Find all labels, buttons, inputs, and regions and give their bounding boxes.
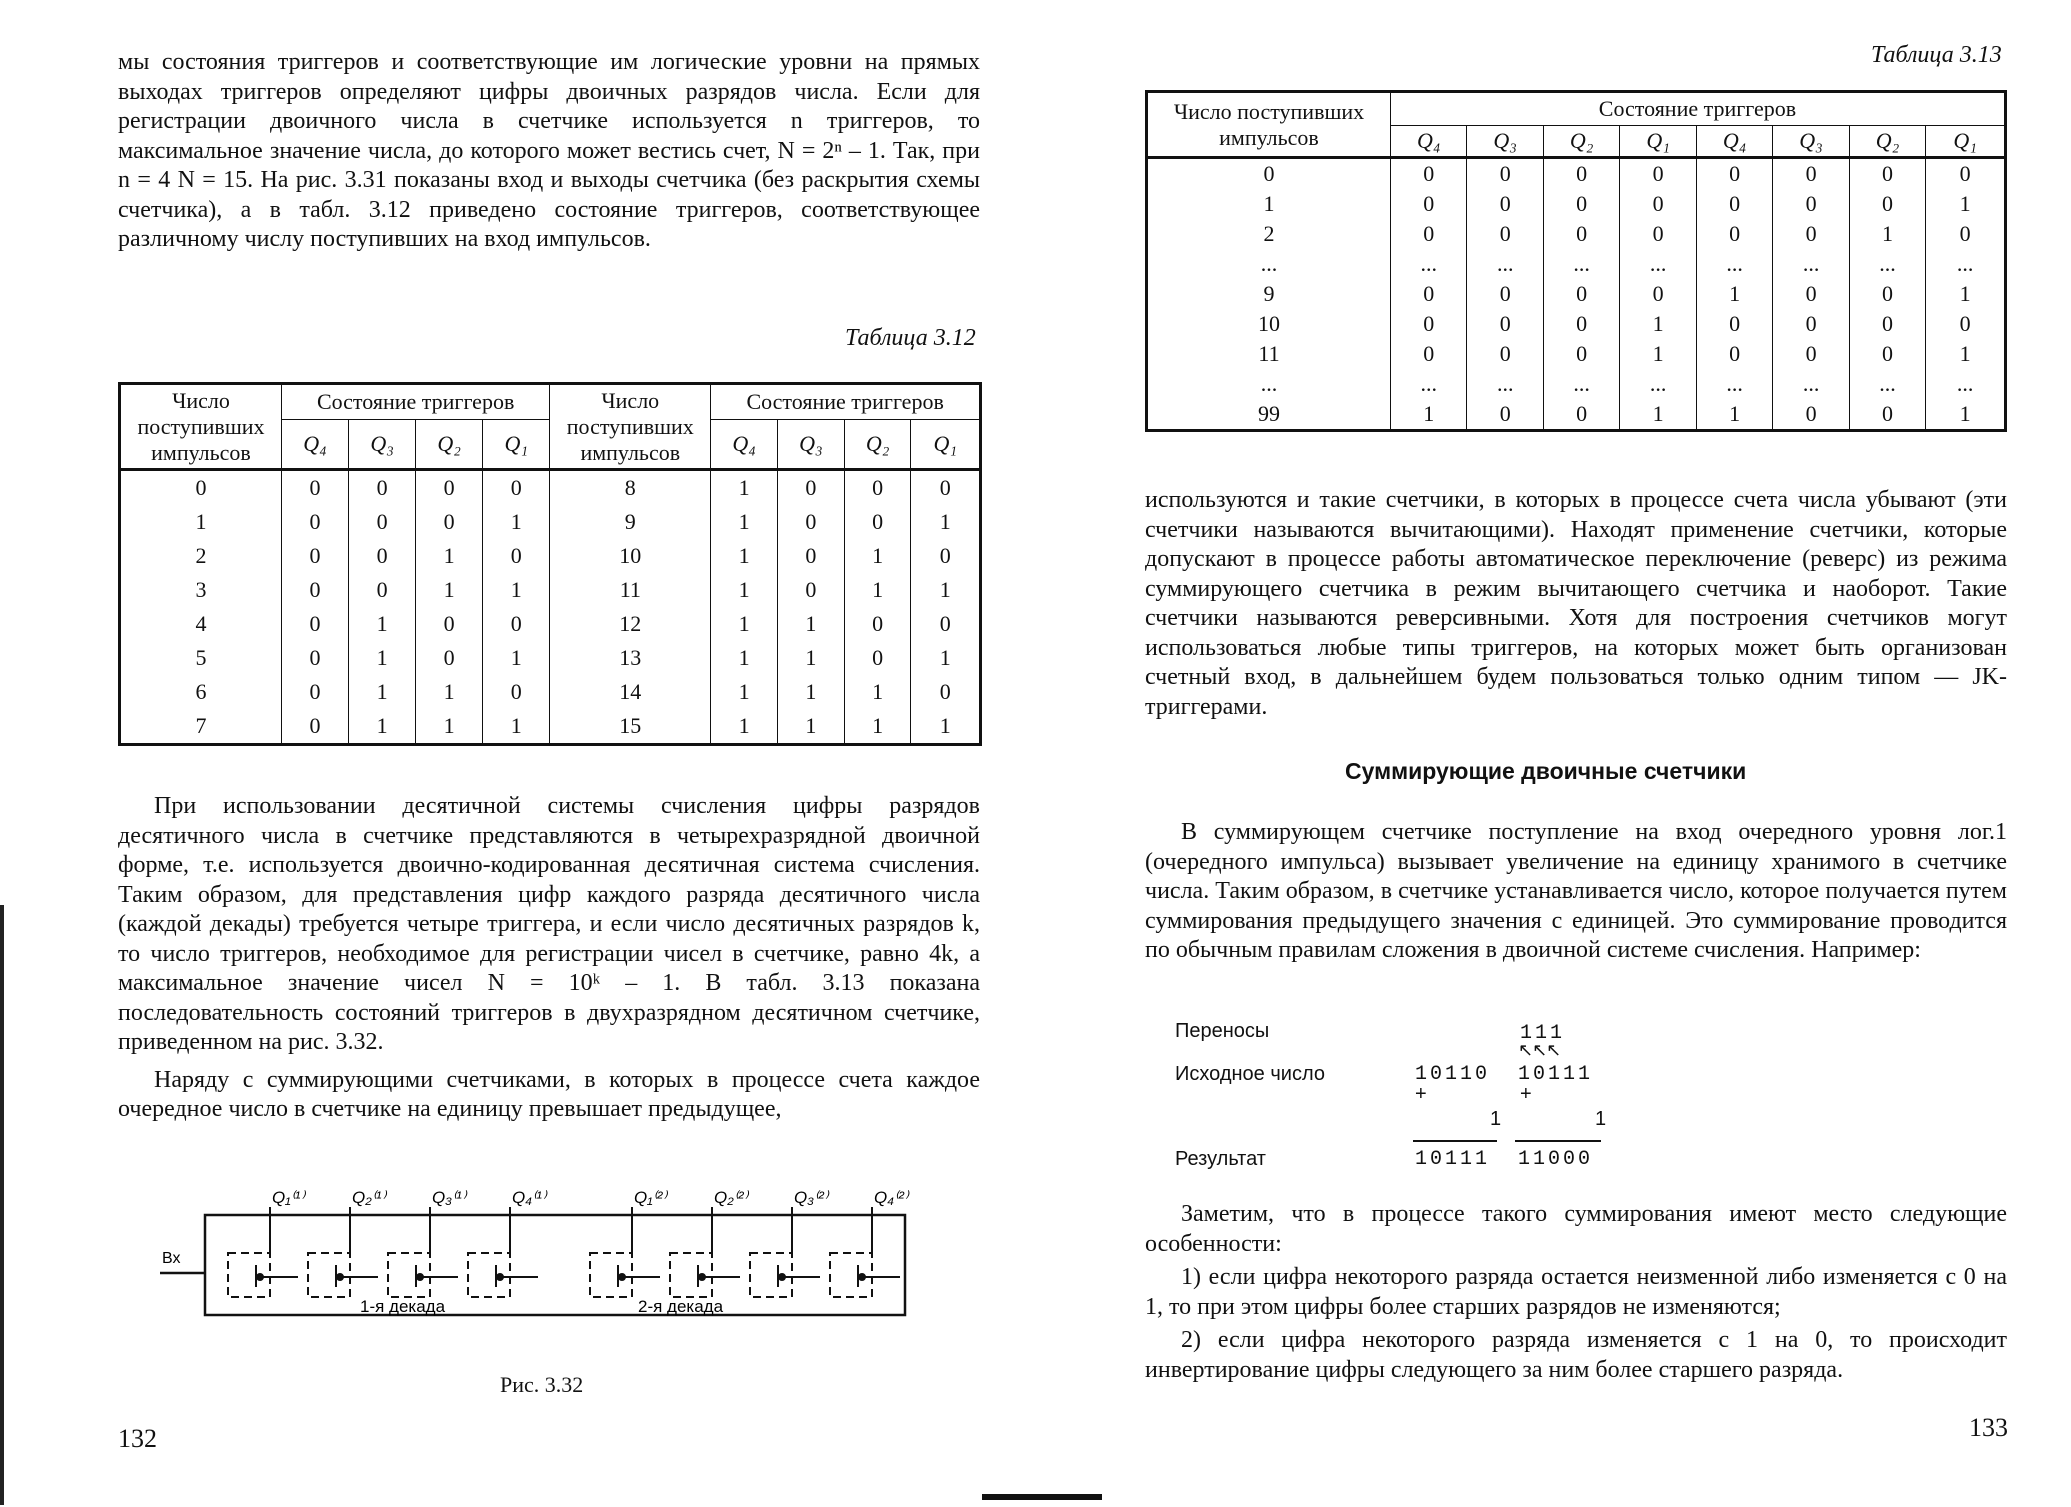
flip-flop (750, 1253, 792, 1297)
table-cell: 1 (416, 573, 483, 607)
right-page (1035, 0, 2071, 1507)
table-cell: 0 (282, 539, 349, 573)
table-cell: 0 (1391, 158, 1467, 190)
table-cell: 1 (711, 505, 778, 539)
table-cell: 0 (1620, 189, 1696, 219)
table-row (1147, 399, 2006, 431)
table-cell: ... (1773, 249, 1849, 279)
junction-dot (859, 1274, 865, 1280)
table-cell: 0 (1467, 219, 1543, 249)
q-header: Q₄ (1391, 126, 1467, 158)
junction-dot (497, 1274, 503, 1280)
table-cell: ... (1543, 249, 1619, 279)
table-cell: 0 (1773, 339, 1849, 369)
table-cell: 0 (778, 539, 845, 573)
table-cell: 0 (1467, 399, 1543, 431)
table-cell: 15 (550, 709, 711, 745)
table-cell: 1 (844, 709, 911, 745)
table-cell: 0 (1696, 158, 1772, 190)
q-header: Q₁ (911, 420, 981, 470)
table-cell: 1 (1620, 339, 1696, 369)
q-header: Q₄ (282, 420, 349, 470)
flip-flop (388, 1253, 430, 1297)
table-cell: 1 (911, 641, 981, 675)
example-2-carry-arrows: ↖↖↖ (1518, 1040, 1561, 1060)
table-cell: 1 (711, 470, 778, 506)
table-cell: 1 (483, 573, 550, 607)
table-cell: 1 (1926, 189, 2006, 219)
table-cell: 0 (1391, 309, 1467, 339)
table-cell: 1 (483, 641, 550, 675)
table-cell: 1 (778, 675, 845, 709)
table-row (120, 470, 981, 506)
table-cell: 1 (1391, 399, 1467, 431)
q-header: Q₂ (844, 420, 911, 470)
table-cell: 0 (778, 505, 845, 539)
left-page (0, 0, 1035, 1507)
table-cell: 0 (1543, 158, 1619, 190)
flip-flop (228, 1253, 270, 1297)
q-header: Q₄ (1696, 126, 1772, 158)
table-cell: 0 (416, 607, 483, 641)
table-cell: 0 (1543, 219, 1619, 249)
table-cell: 0 (282, 709, 349, 745)
table-cell: 0 (1849, 309, 1925, 339)
book-spine-mark (982, 1494, 1102, 1500)
page-number-right: 133 (1969, 1413, 2008, 1442)
table-header-state: Состояние триггеров (282, 384, 550, 420)
paragraph-summing: В суммирующем счетчике поступление на вход очередного уровня лог.1 (очередного импульса) вызывает увеличение на единицу хранимого в счетчике числа. Таким образом, в счетчике устанавливается число, которое получается путем суммирования предыдущего значения с единицей. Это суммирование проводится по обычным правилам сложения в двоичной системе счисления. Например: (1145, 819, 2007, 963)
table-cell: 0 (416, 505, 483, 539)
table-cell: 0 (120, 470, 282, 506)
table-cell: ... (1620, 369, 1696, 399)
table-cell: 1 (711, 675, 778, 709)
table-cell: 0 (911, 539, 981, 573)
page-number-left: 132 (118, 1424, 157, 1453)
table-cell: 9 (1147, 279, 1391, 309)
table-cell: 0 (1696, 309, 1772, 339)
table-cell: 0 (1926, 158, 2006, 190)
table-row (1147, 219, 2006, 249)
table-cell: 0 (1543, 279, 1619, 309)
table-cell: 0 (483, 607, 550, 641)
table-header-count-2: Число поступивших импульсов (550, 384, 711, 470)
table-cell: 0 (282, 641, 349, 675)
q-header: Q₃ (778, 420, 845, 470)
table-cell: ... (1543, 369, 1619, 399)
example-2-result: 11000 (1518, 1148, 1594, 1171)
source-number-label: Исходное число (1175, 1063, 1325, 1085)
table-cell: 1 (120, 505, 282, 539)
table-cell: 1 (349, 607, 416, 641)
flip-flop (590, 1253, 632, 1297)
output-label: Q₂⁽¹⁾ (352, 1188, 386, 1207)
table-cell: 0 (1696, 339, 1772, 369)
table-cell: 0 (349, 505, 416, 539)
table-cell: 0 (416, 470, 483, 506)
paragraph-reverse: используются и такие счетчики, в которых в процессе счета числа убывают (эти счетчики называются вычитающими). Находят применение счетчики, которые допускают в процессе работы автоматическое переключение (реверс) из режима суммирующего счетчика в режим вычитающего счетчика и наоборот. Такие счетчики называются реверсивными. Хотя для построения счетчиков могут использоваться любые типы триггеров, на которых может быть организован счетный вход, в дальнейшем будем пользоваться только одним типом — JK-триггерами. (1145, 487, 2007, 720)
table-cell: ... (1467, 249, 1543, 279)
table-cell: ... (1147, 249, 1391, 279)
table-cell: ... (1849, 369, 1925, 399)
table-cell: 0 (1467, 279, 1543, 309)
table-cell: ... (1926, 369, 2006, 399)
example-1-result: 10111 (1415, 1148, 1491, 1171)
table-cell: 0 (911, 470, 981, 506)
page-edge-shadow (0, 905, 4, 1505)
table-cell: 1 (349, 709, 416, 745)
table-row (1147, 158, 2006, 190)
table-cell: ... (1696, 249, 1772, 279)
q-header: Q₂ (416, 420, 483, 470)
table-cell: 0 (778, 470, 845, 506)
section-heading: Суммирующие двоичные счетчики (1345, 758, 1747, 784)
table-cell: 0 (1391, 279, 1467, 309)
example-2-rule (1515, 1140, 1601, 1142)
table-cell: 0 (1849, 279, 1925, 309)
example-2-plus: + (1520, 1083, 1532, 1105)
table-cell: 1 (1147, 189, 1391, 219)
table-cell: ... (1391, 369, 1467, 399)
result-label: Результат (1175, 1148, 1266, 1170)
q-header: Q₂ (1543, 126, 1619, 158)
table-cell: 0 (349, 573, 416, 607)
table-cell: 1 (778, 607, 845, 641)
table-row (1147, 279, 2006, 309)
table-cell: 0 (282, 607, 349, 641)
table-row (120, 709, 981, 745)
table-3-12-caption: Таблица 3.12 (845, 325, 976, 351)
table-cell: 0 (1926, 219, 2006, 249)
table-row (120, 573, 981, 607)
q-header: Q₃ (1467, 126, 1543, 158)
table-cell: 11 (1147, 339, 1391, 369)
table-cell: 1 (844, 675, 911, 709)
table-cell: 1 (1849, 219, 1925, 249)
table-cell: 1 (349, 675, 416, 709)
table-cell: 2 (1147, 219, 1391, 249)
table-cell: 0 (1849, 158, 1925, 190)
table-cell: 11 (550, 573, 711, 607)
table-cell: 0 (1543, 309, 1619, 339)
table-cell: 12 (550, 607, 711, 641)
example-1-addend: 1 (1490, 1108, 1502, 1130)
table-header-state: Состояние триггеров (1391, 92, 2006, 126)
table-cell: 7 (120, 709, 282, 745)
table-cell: 4 (120, 607, 282, 641)
table-cell: 8 (550, 470, 711, 506)
table-cell: 0 (844, 505, 911, 539)
table-row (120, 641, 981, 675)
table-cell: ... (1620, 249, 1696, 279)
table-cell: 1 (711, 709, 778, 745)
output-label: Q₃⁽²⁾ (794, 1188, 828, 1207)
table-cell: 0 (1926, 309, 2006, 339)
table-row (1147, 309, 2006, 339)
junction-dot (337, 1274, 343, 1280)
table-cell: 3 (120, 573, 282, 607)
table-cell: 1 (483, 709, 550, 745)
table-cell: 0 (1849, 339, 1925, 369)
output-label: Q₁⁽¹⁾ (272, 1188, 305, 1207)
table-cell: ... (1391, 249, 1467, 279)
table-cell: 0 (1849, 189, 1925, 219)
table-cell: ... (1926, 249, 2006, 279)
table-cell: 0 (349, 539, 416, 573)
table-row (1147, 339, 2006, 369)
table-header-count: Число поступивших импульсов (120, 384, 282, 470)
paragraph-decimal: При использовании десятичной системы счисления цифры разрядов десятичного числа в счетчике представляются в четырехразрядной двоичной форме, т.е. используется двоично-кодированная десятичная система счисления. Таким образом, для представления цифр каждого разряда десятичного числа (каждой декады) требуется четыре триггера, и если число десятичных разрядов k, то число триггеров, необходимое для регистрации чисел в счетчике, равно 4k, а максимальное значение чисел N = 10ᵏ – 1. В табл. 3.13 показана последовательность состояний триггеров в двухразрядном десятичном счетчике, приведенном на рис. 3.32. Наряду с суммирующими счетчиками, в которых в процессе счета каждое очередное число в счетчике на единицу превышает предыдущее, (118, 793, 980, 1122)
table-cell: 1 (1620, 309, 1696, 339)
example-2-addend: 1 (1595, 1108, 1607, 1130)
table-cell: 1 (911, 505, 981, 539)
table-cell: 0 (282, 470, 349, 506)
table-3-12 (118, 382, 982, 746)
table-cell: 13 (550, 641, 711, 675)
table-row (1147, 249, 2006, 279)
table-cell: 0 (1467, 309, 1543, 339)
table-cell: 0 (282, 505, 349, 539)
table-cell: 0 (1391, 189, 1467, 219)
table-cell: 1 (1926, 279, 2006, 309)
table-cell: 0 (1147, 158, 1391, 190)
q-header: Q₃ (1773, 126, 1849, 158)
table-3-13-caption: Таблица 3.13 (1871, 42, 2002, 68)
table-cell: 1 (349, 641, 416, 675)
output-label: Q₄⁽²⁾ (874, 1188, 909, 1207)
table-cell: 10 (1147, 309, 1391, 339)
table-cell: 0 (844, 470, 911, 506)
table-cell: ... (1773, 369, 1849, 399)
table-cell: 0 (1467, 339, 1543, 369)
table-cell: 0 (1543, 189, 1619, 219)
table-cell: 2 (120, 539, 282, 573)
table-cell: 0 (483, 470, 550, 506)
table-cell: 1 (911, 709, 981, 745)
q-header: Q₁ (1620, 126, 1696, 158)
example-2-number: 10111 (1518, 1063, 1594, 1086)
q-header: Q₄ (711, 420, 778, 470)
table-header-count: Число поступивших импульсов (1147, 92, 1391, 158)
table-cell: 1 (416, 675, 483, 709)
table-cell: 1 (844, 539, 911, 573)
table-cell: 0 (1773, 219, 1849, 249)
carries-label: Переносы (1175, 1020, 1270, 1042)
table-cell: 0 (1620, 279, 1696, 309)
counter-outline (205, 1215, 905, 1315)
table-cell: 0 (778, 573, 845, 607)
table-cell: 6 (120, 675, 282, 709)
table-cell: ... (1849, 249, 1925, 279)
table-cell: 1 (1696, 279, 1772, 309)
table-cell: 1 (911, 573, 981, 607)
paragraph-features: Заметим, что в процессе такого суммирования имеют место следующие особенности: 1) если цифра некоторого разряда остается неизменной либо изменяется с 0 на 1, то при этом цифры более старших разрядов не изменяются; 2) если цифра некоторого разряда изменяется с 1 на 0, то происходит инвертирование цифры следующего за ним более старшего разряда. (1145, 1201, 2007, 1383)
table-cell: 1 (1926, 339, 2006, 369)
table-cell: 14 (550, 675, 711, 709)
table-cell: ... (1467, 369, 1543, 399)
table-cell: 1 (711, 573, 778, 607)
table-row (120, 675, 981, 709)
junction-dot (619, 1274, 625, 1280)
table-cell: 0 (1620, 219, 1696, 249)
table-row (1147, 189, 2006, 219)
intro-paragraph: мы состояния триггеров и соответствующие им логические уровни на прямых выходах триггеров определяют цифры двоичных разрядов числа. Если для регистрации двоичного числа в счетчике используется n триггеров, то максимальное значение числа, до которого может вестись счет, N = 2ⁿ – 1. Так, при n = 4 N = 15. На рис. 3.31 показаны вход и выходы счетчика (без раскрытия схемы счетчика), а в табл. 3.12 приведено состояние триггеров, соответствующее различному числу поступивших на вход импульсов. (118, 49, 980, 252)
table-cell: 0 (416, 641, 483, 675)
table-cell: 9 (550, 505, 711, 539)
flip-flop (670, 1253, 712, 1297)
example-1-rule (1413, 1140, 1497, 1142)
table-header-state-2: Состояние триггеров (711, 384, 981, 420)
table-cell: 10 (550, 539, 711, 573)
junction-dot (779, 1274, 785, 1280)
table-cell: 0 (1773, 279, 1849, 309)
table-cell: 0 (1773, 158, 1849, 190)
table-cell: ... (1147, 369, 1391, 399)
output-label: Q₂⁽²⁾ (714, 1188, 748, 1207)
q-header: Q₂ (1849, 126, 1925, 158)
table-cell: 0 (483, 675, 550, 709)
table-row (120, 539, 981, 573)
table-cell: 1 (1926, 399, 2006, 431)
counter-diagram (150, 1185, 940, 1335)
table-cell: 0 (1773, 309, 1849, 339)
figure-3-32-caption: Рис. 3.32 (500, 1372, 584, 1397)
table-cell: 0 (1696, 189, 1772, 219)
table-cell: 0 (911, 675, 981, 709)
table-row (120, 607, 981, 641)
table-cell: 1 (711, 641, 778, 675)
input-label: Вх (162, 1250, 181, 1267)
decade-1-label: 1-я декада (360, 1297, 446, 1316)
table-cell: 0 (1467, 189, 1543, 219)
table-3-13 (1145, 90, 2007, 432)
table-cell: 99 (1147, 399, 1391, 431)
table-cell: 1 (416, 539, 483, 573)
table-cell: 0 (1696, 219, 1772, 249)
table-row (120, 505, 981, 539)
q-header: Q₁ (1926, 126, 2006, 158)
output-label: Q₁⁽²⁾ (634, 1188, 667, 1207)
table-cell: 1 (1620, 399, 1696, 431)
table-cell: 0 (911, 607, 981, 641)
table-cell: 0 (282, 675, 349, 709)
example-1-number: 10110 (1415, 1063, 1491, 1086)
table-cell: 0 (483, 539, 550, 573)
table-cell: 0 (1543, 399, 1619, 431)
flip-flop (468, 1253, 510, 1297)
junction-dot (417, 1274, 423, 1280)
table-cell: 0 (1773, 399, 1849, 431)
table-cell: 0 (844, 607, 911, 641)
table-cell: 1 (1696, 399, 1772, 431)
table-cell: 0 (1391, 219, 1467, 249)
table-row (1147, 369, 2006, 399)
example-1-plus: + (1415, 1083, 1427, 1105)
table-cell: 0 (1620, 158, 1696, 190)
table-cell: 0 (1543, 339, 1619, 369)
table-cell: 0 (1773, 189, 1849, 219)
table-cell: 0 (1467, 158, 1543, 190)
table-cell: 1 (416, 709, 483, 745)
table-cell: 0 (1391, 339, 1467, 369)
q-header: Q₃ (349, 420, 416, 470)
table-cell: ... (1696, 369, 1772, 399)
table-cell: 0 (844, 641, 911, 675)
table-cell: 1 (483, 505, 550, 539)
output-label: Q₄⁽¹⁾ (512, 1188, 547, 1207)
decade-2-label: 2-я декада (638, 1297, 724, 1316)
table-cell: 1 (711, 539, 778, 573)
table-cell: 1 (711, 607, 778, 641)
table-cell: 0 (349, 470, 416, 506)
junction-dot (699, 1274, 705, 1280)
table-cell: 5 (120, 641, 282, 675)
flip-flop (830, 1253, 872, 1297)
flip-flop (308, 1253, 350, 1297)
output-label: Q₃⁽¹⁾ (432, 1188, 466, 1207)
table-cell: 1 (778, 709, 845, 745)
table-cell: 0 (1849, 399, 1925, 431)
example-2-carries: 111 (1520, 1022, 1566, 1045)
table-cell: 1 (844, 573, 911, 607)
table-cell: 0 (282, 573, 349, 607)
table-cell: 1 (778, 641, 845, 675)
junction-dot (257, 1274, 263, 1280)
q-header: Q₁ (483, 420, 550, 470)
